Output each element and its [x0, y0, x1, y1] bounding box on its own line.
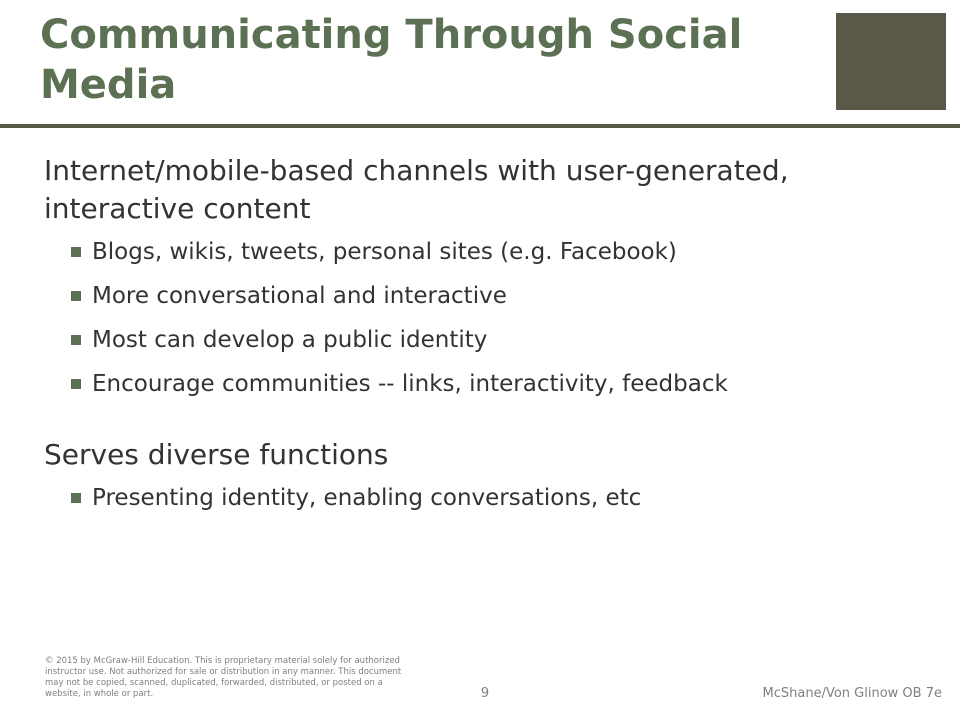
square-bullet-icon	[71, 335, 81, 345]
level1-text: Internet/mobile-based channels with user-generated, interactive content	[44, 154, 789, 225]
bullet-item	[44, 324, 924, 356]
bullet-list	[44, 236, 924, 400]
level1-text: Serves diverse functions	[44, 438, 389, 471]
square-bullet-icon	[71, 379, 81, 389]
bullet-group-2	[44, 436, 924, 514]
bullet-list	[44, 482, 924, 514]
bullet-item	[44, 236, 924, 268]
square-bullet-icon	[71, 291, 81, 301]
page-number: 9	[480, 686, 490, 701]
bullet-item	[44, 482, 924, 514]
bullet-text: Blogs, wikis, tweets, personal sites (e.g. Facebook)	[92, 239, 677, 265]
bullet-item	[44, 368, 924, 400]
bullet-text: Most can develop a public identity	[92, 327, 488, 353]
source-credit: McShane/Von Glinow OB 7e	[762, 686, 942, 701]
square-bullet-icon	[71, 493, 81, 503]
slide-title: Communicating Through Social Media	[40, 12, 743, 108]
slide-content	[44, 152, 924, 514]
accent-square	[836, 13, 946, 110]
title-divider	[0, 124, 960, 128]
bullet-item	[44, 280, 924, 312]
copyright-notice: © 2015 by McGraw-Hill Education. This is proprietary material solely for authorized instructor use. Not authorized for sale or distribution in any manner. This document may not be copied, scanned, duplicated, forwarded, distributed, or posted on a website, in whole or part.	[45, 656, 402, 699]
bullet-text: More conversational and interactive	[92, 283, 507, 309]
square-bullet-icon	[71, 247, 81, 257]
bullet-text: Presenting identity, enabling conversations, etc	[92, 485, 642, 511]
bullet-group-1	[44, 152, 924, 400]
bullet-text: Encourage communities -- links, interactivity, feedback	[92, 371, 728, 397]
